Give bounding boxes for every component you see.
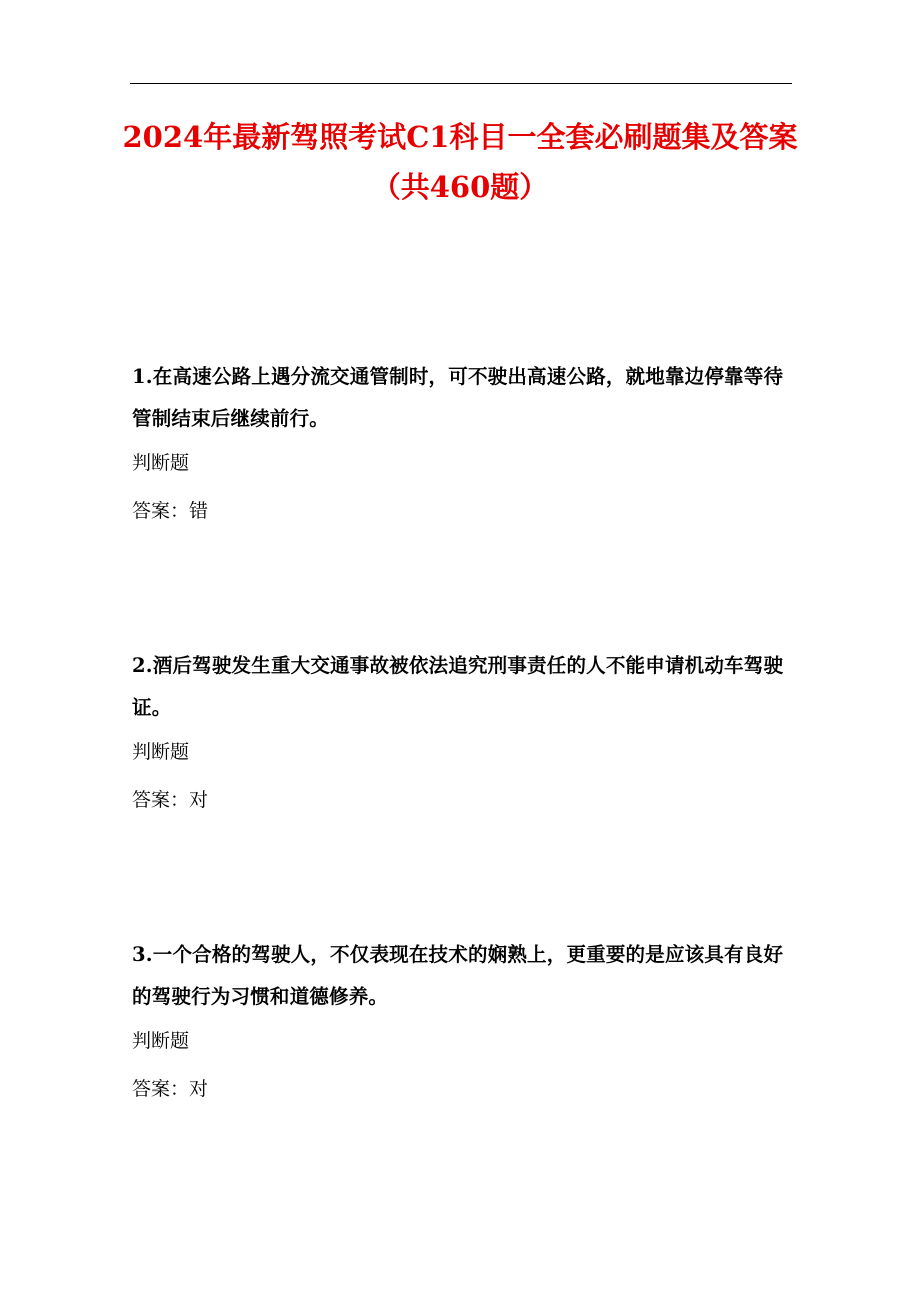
question-type: 判断题 (132, 1030, 190, 1052)
question-type: 判断题 (132, 741, 190, 763)
question-text: 2.酒后驾驶发生重大交通事故被依法追究刑事责任的人不能申请机动车驾驶证。 (132, 654, 784, 719)
question-type: 判断题 (132, 452, 190, 474)
header-rule (130, 83, 792, 84)
question-answer: 答案：对 (132, 789, 209, 811)
question-item (132, 356, 794, 524)
question-answer: 答案：错 (132, 500, 209, 522)
question-text: 3.一个合格的驾驶人，不仅表现在技术的娴熟上，更重要的是应该具有良好的驾驶行为习惯和道德修养。 (132, 943, 784, 1008)
question-answer: 答案：对 (132, 1078, 209, 1100)
question-text: 1.在高速公路上遇分流交通管制时，可不驶出高速公路，就地靠边停靠等待管制结束后继续前行。 (132, 365, 784, 430)
question-item (132, 934, 794, 1102)
document-title: 2024年最新驾照考试C1科目一全套必刷题集及答案（共460题） (122, 120, 798, 204)
question-item (132, 645, 794, 813)
